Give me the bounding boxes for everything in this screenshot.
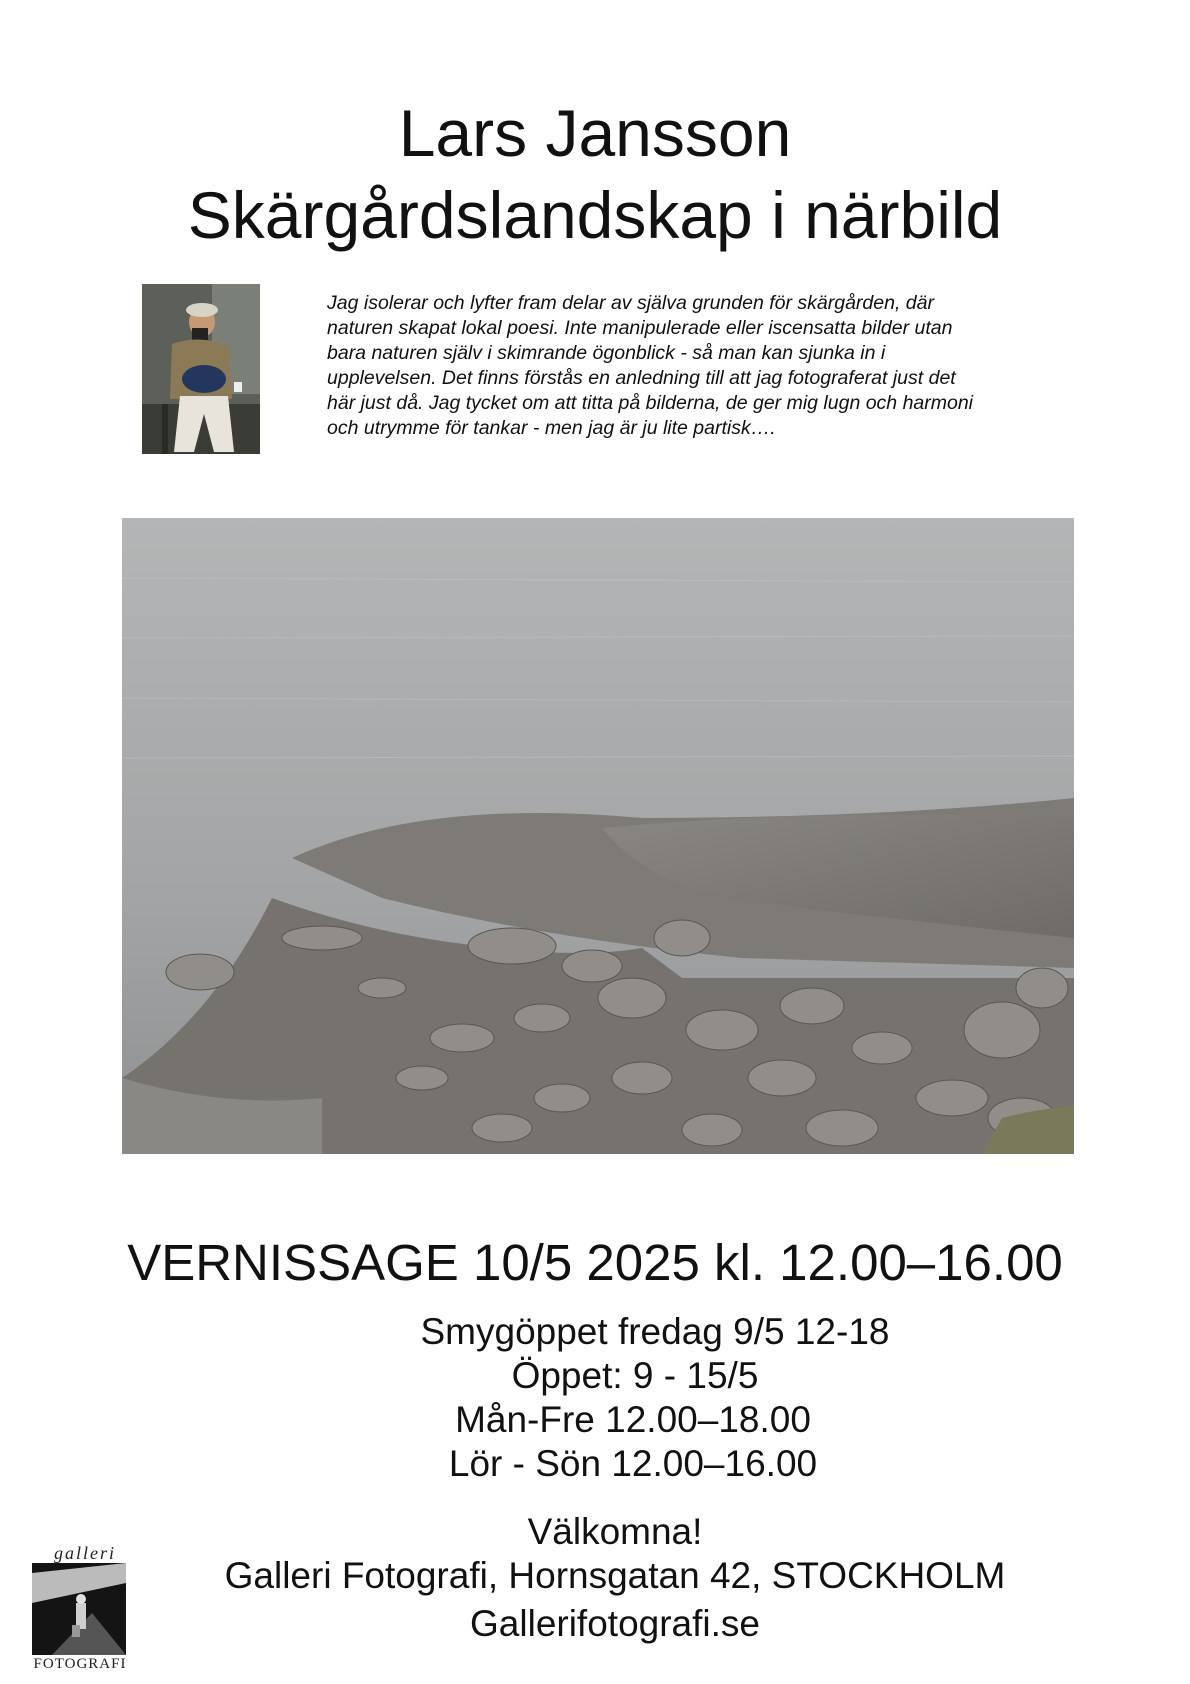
archipelago-shore-photo [122, 518, 1074, 1154]
preview-opening: Smygöppet fredag 9/5 12-18 [420, 1311, 890, 1352]
statement-line: här just då. Jag tycket om att titta på bilderna, de ger mig lugn och harmoni [327, 392, 974, 414]
gallery-website: Gallerifotografi.se [470, 1603, 760, 1644]
artist-name: Lars Jansson [398, 96, 792, 170]
weekend-hours: Lör - Sön 12.00–16.00 [448, 1443, 818, 1484]
statement-line: upplevelsen. Det finns förstås en anledning till att jag fotograferat just det [327, 367, 956, 389]
exhibition-title: Skärgårdslandskap i närbild [187, 178, 1003, 252]
weekday-hours: Mån-Fre 12.00–18.00 [455, 1399, 811, 1440]
open-dates: Öppet: 9 - 15/5 [511, 1355, 759, 1396]
welcome-text: Välkomna! [527, 1511, 703, 1552]
statement-line: Jag isolerar och lyfter fram delar av själva grunden för skärgården, där [327, 292, 934, 314]
logo-top-word: galleri [54, 1543, 116, 1563]
gallery-address: Galleri Fotografi, Hornsgatan 42, STOCKHOLM [224, 1555, 1006, 1596]
statement-line: bara naturen själv i skimrande ögonblick - så man kan sjunka in i [327, 342, 886, 364]
vernissage-heading: VERNISSAGE 10/5 2025 kl. 12.00–16.00 [127, 1234, 1063, 1291]
statement-line: och utrymme för tankar - men jag är ju lite partisk…. [327, 417, 776, 439]
logo-bottom-word: FOTOGRAFI [33, 1656, 127, 1672]
gallery-logo [30, 1543, 130, 1675]
gallery-logo-image [32, 1563, 126, 1655]
artist-statement [327, 291, 1087, 441]
statement-line: naturen skapat lokal poesi. Inte manipulerade eller iscensatta bilder utan [327, 317, 953, 339]
photographer-portrait [142, 284, 260, 454]
